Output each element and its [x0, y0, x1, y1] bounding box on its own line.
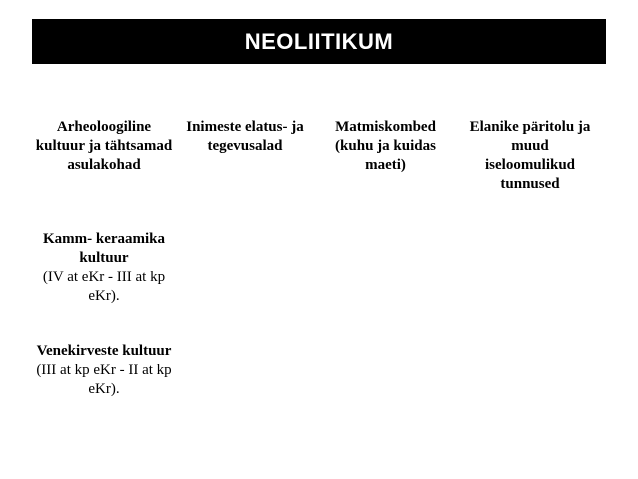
header-origin-traits: Elanike päritolu ja muud iseloomulikud tunnused	[469, 119, 591, 192]
culture-period: (III at kp eKr - II at kp eKr).	[36, 362, 172, 397]
table-row	[34, 342, 174, 399]
header-livelihood: Inimeste elatus- ja tegevusalad	[186, 119, 304, 154]
culture-name: Venekirveste kultuur	[36, 343, 172, 359]
slide-title: NEOLIITIKUM	[32, 19, 606, 64]
header-burial-customs: Matmiskombed (kuhu ja kuidas maeti)	[335, 119, 436, 173]
table-row	[34, 230, 174, 306]
culture-period: (IV at eKr - III at kp eKr).	[42, 269, 166, 304]
header-archaeological-culture: Arheoloogiline kultuur ja tähtsamad asulakohad	[35, 119, 173, 173]
culture-name: Kamm- keraamika kultuur	[42, 231, 166, 266]
